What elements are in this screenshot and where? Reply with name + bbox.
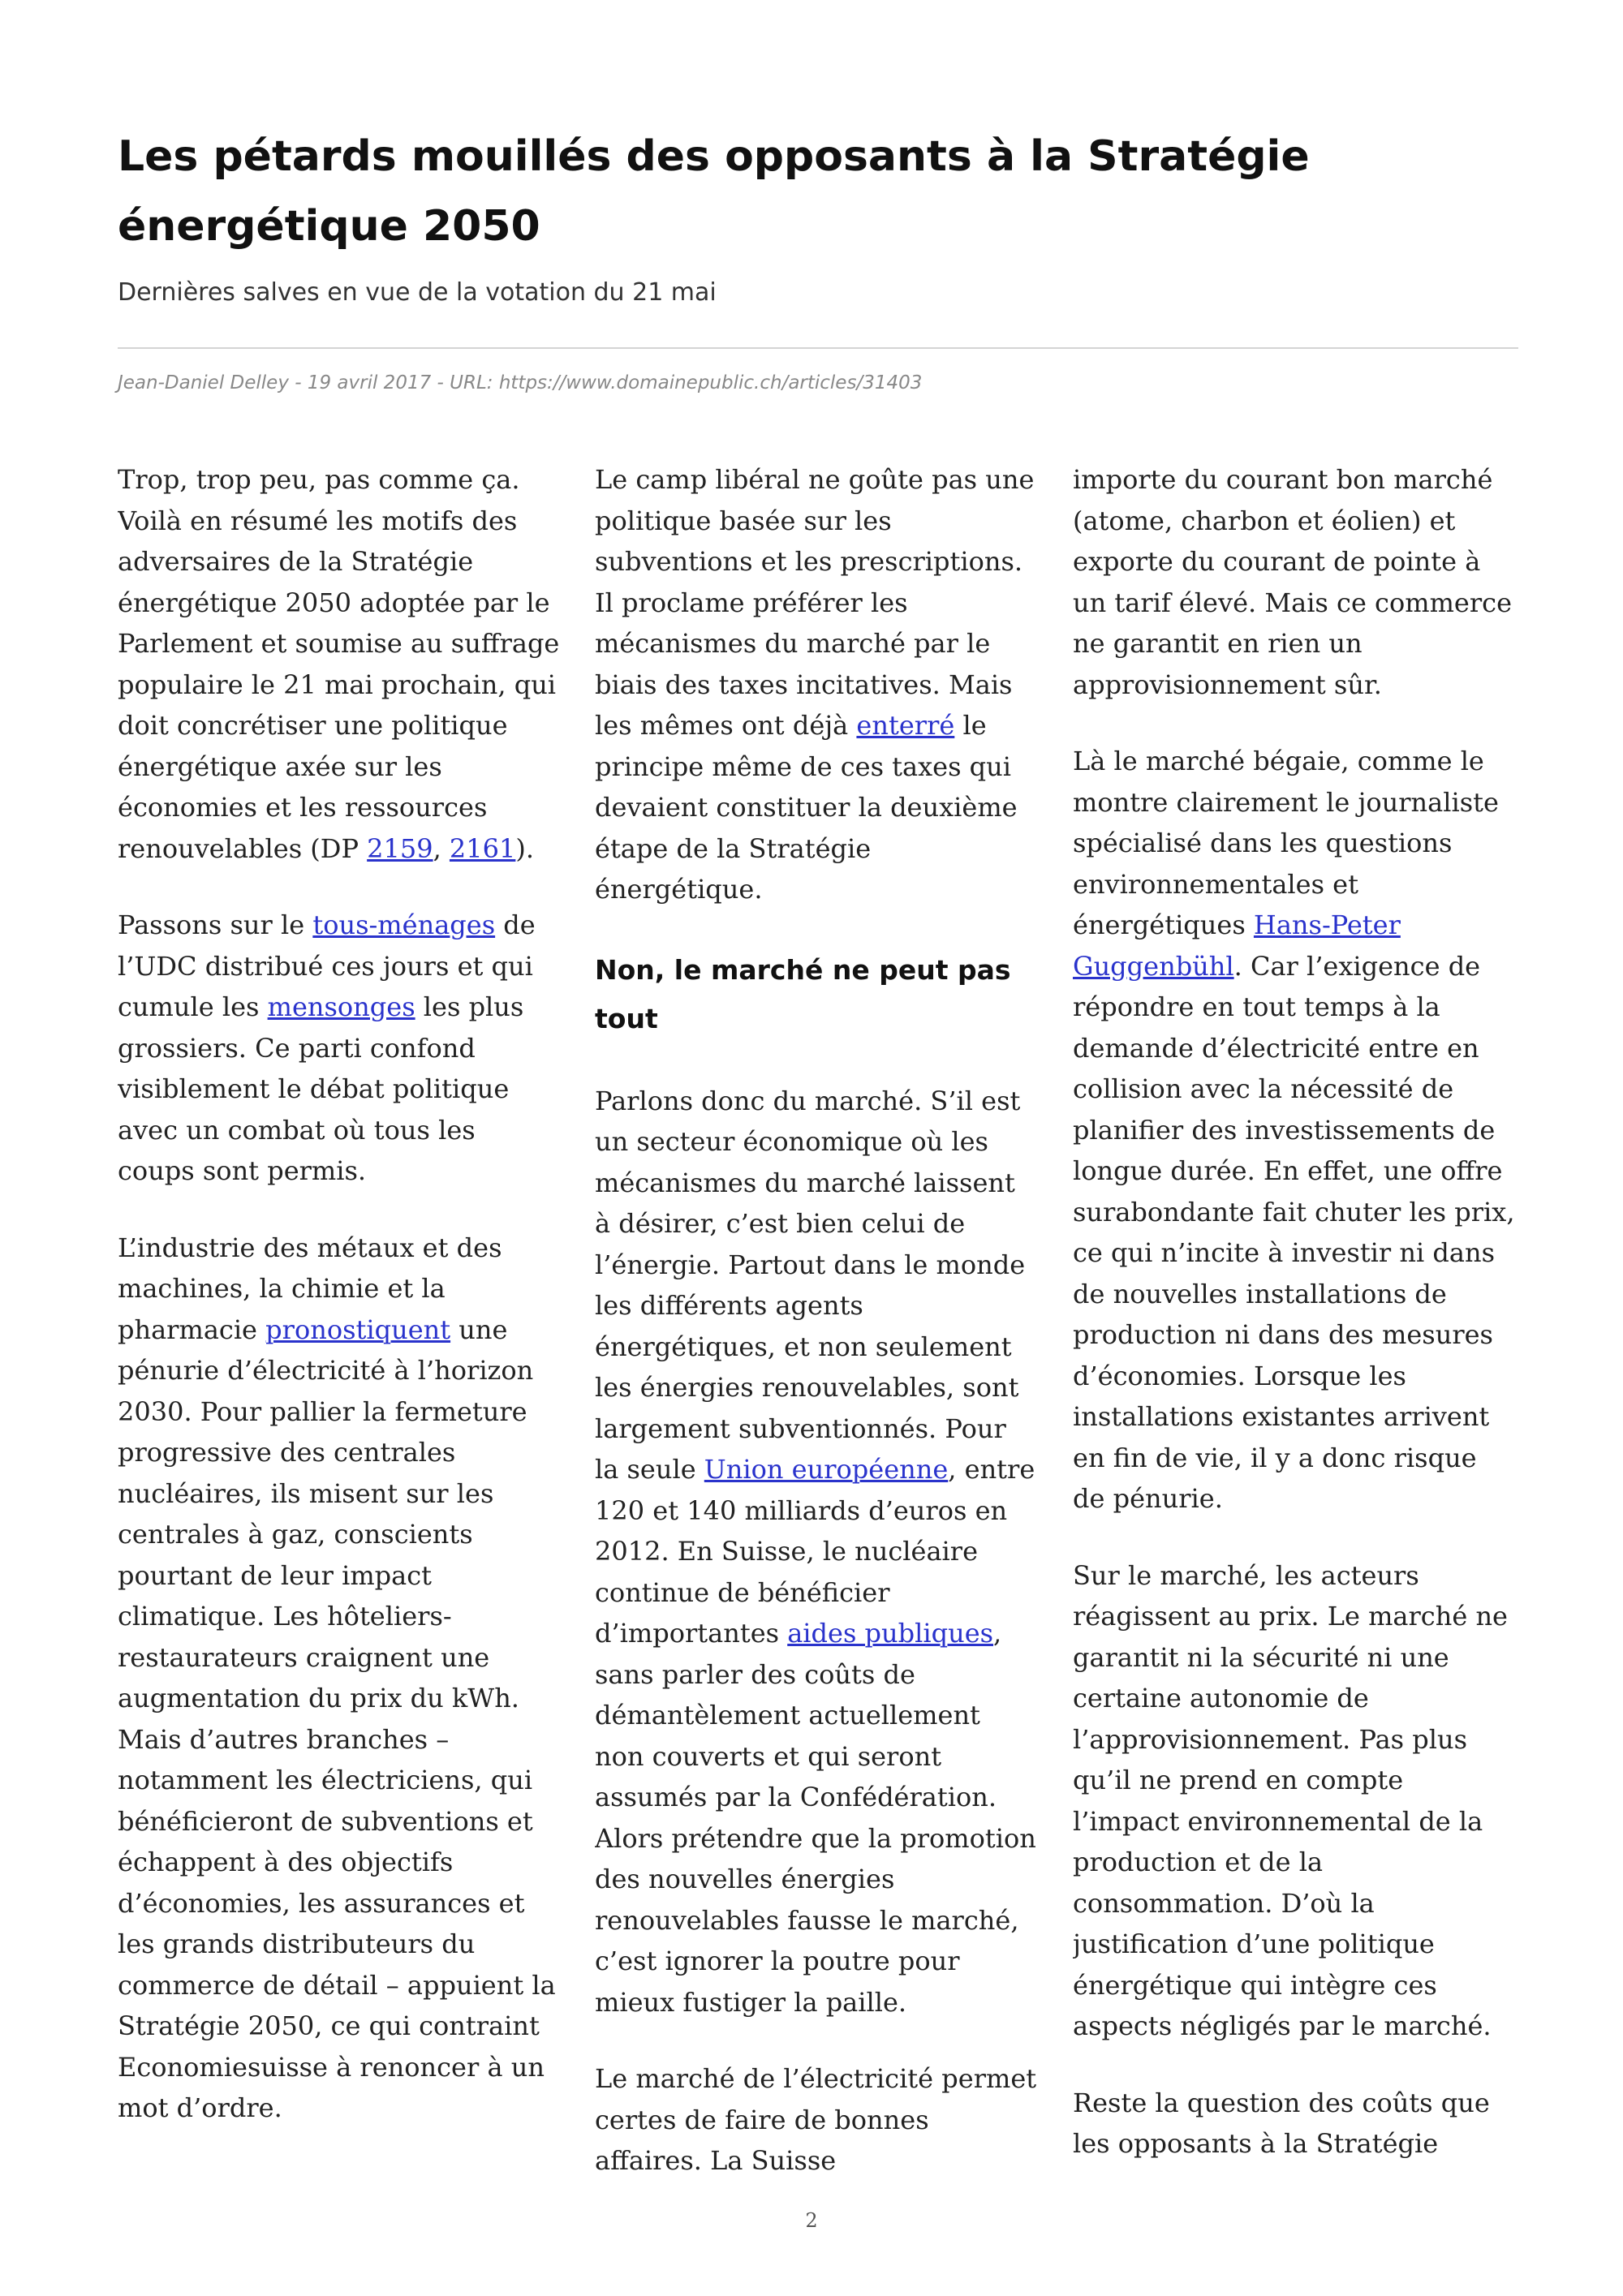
paragraph [118, 1228, 560, 2129]
text-column-2 [595, 459, 1037, 2195]
paragraph: Reste la question des coûts que les opposants à la Stratégie [1073, 2087, 1490, 2159]
paragraph [118, 459, 560, 869]
link-hans-peter-guggenbuhl[interactable]: Hans-Peter Guggenbühl [1073, 909, 1401, 982]
text-column-1 [118, 459, 560, 2195]
paragraph-text: Parlons donc du marché. S’il est un secteur économique où les mécanismes du marché laissent à désirer, c’est bien celui de l’énergie. Partout dans le monde les différents agents énergétiques, et non seulement les énergies renouvelables, sont largement subventionnés. Pour la seule [595, 1085, 1026, 1485]
link-enterre[interactable]: enterré [856, 710, 955, 741]
link-mensonges[interactable]: mensonges [267, 991, 415, 1022]
paragraph [1073, 741, 1515, 1520]
link-dp-2159[interactable]: 2159 [367, 832, 433, 864]
article-subtitle: Dernières salves en vue de la votation du 21 mai [118, 278, 717, 307]
paragraph: Le marché de l’électricité permet certes de faire de bonnes affaires. La Suisse [595, 2063, 1037, 2176]
paragraph [118, 905, 560, 1192]
paragraph-text: Le camp libéral ne goûte pas une politique basée sur les subventions et les prescriptions. Il proclame préférer les mécanismes du marché par le biais des taxes incitatives. Mais les mêmes ont déjà [595, 464, 1035, 741]
paragraph: importe du courant bon marché (atome, charbon et éolien) et exporte du courant de pointe à un tarif élevé. Mais ce commerce ne garantit en rien un approvisionnement sûr. [1073, 464, 1513, 700]
article-byline: Jean-Daniel Delley - 19 avril 2017 - URL: https://www.domainepublic.ch/articles/31403 [118, 372, 923, 393]
paragraph-text: . Car l’exigence de répondre en tout temps à la demande d’électricité entre en collision avec la nécessité de planifier des investissements de longue durée. En effet, une offre surabondante fait chuter les prix, ce qui n’incite à investir ni dans de nouvelles installations de production ni dans des mesures d’économies. Lorsque les installations existantes arrivent en fin de vie, il y a donc risque de pénurie. [1073, 950, 1515, 1514]
link-dp-2161[interactable]: 2161 [449, 832, 516, 864]
paragraph-text: les plus grossiers. Ce parti confond visiblement le débat politique avec un combat où tous les coups sont permis. [118, 991, 524, 1186]
paragraph-text: , [433, 832, 450, 864]
page-number: 2 [805, 2209, 818, 2232]
paragraph-text: Là le marché bégaie, comme le montre clairement le journaliste spécialisé dans les questions environnementales et énergétiques [1073, 746, 1499, 940]
paragraph-text: , sans parler des coûts de démantèlement actuellement non couverts et qui seront assumés par la Confédération. Alors prétendre que la promotion des nouvelles énergies renouvelables fausse le marché, c’est ignorer la poutre pour mieux fustiger la paille. [595, 1618, 1036, 2018]
paragraph-text: Trop, trop peu, pas comme ça. Voilà en résumé les motifs des adversaires de la Stratégie énergétique 2050 adoptée par le Parlement et soumise au suffrage populaire le 21 mai prochain, qui doit concrétiser une politique énergétique axée sur les économies et les ressources renouvelables (DP [118, 464, 560, 864]
paragraph [595, 1081, 1037, 2023]
paragraph: Sur le marché, les acteurs réagissent au prix. Le marché ne garantit ni la sécurité ni une certaine autonomie de l’approvisionnement. Pas plus qu’il ne prend en compte l’impact environnemental de la production et de la consommation. D’où la justification d’une politique énergétique qui intègre ces aspects négligés par le marché. [1073, 1559, 1508, 2041]
paragraph-text: , entre 120 et 140 milliards d’euros en 2012. En Suisse, le nucléaire continue de bénéficier d’importantes [595, 1454, 1035, 1649]
link-aides-publiques[interactable]: aides publiques [787, 1618, 994, 1649]
link-pronostiquent[interactable]: pronostiquent [265, 1314, 451, 1345]
section-heading: Non, le marché ne peut pas tout [595, 953, 1011, 1034]
link-union-europeenne[interactable]: Union européenne [704, 1454, 949, 1485]
link-tous-menages[interactable]: tous-ménages [312, 909, 496, 940]
paragraph-text: Passons sur le [118, 909, 313, 940]
text-column-3 [1073, 459, 1515, 2195]
paragraph-text: ). [515, 832, 535, 864]
paragraph [595, 459, 1037, 910]
paragraph-text: le principe même de ces taxes qui devaient constituer la deuxième étape de la Stratégie énergétique. [595, 710, 1018, 905]
header-divider [118, 347, 1518, 349]
paragraph-text: L’industrie des métaux et des machines, la chimie et la pharmacie [118, 1232, 502, 1345]
paragraph-text: de l’UDC distribué ces jours et qui cumule les [118, 909, 536, 1022]
article-title: Les pétards mouillés des opposants à la Stratégie énergétique 2050 [118, 132, 1310, 251]
paragraph-text: une pénurie d’électricité à l’horizon 2030. Pour pallier la fermeture progressive des centrales nucléaires, ils misent sur les centrales à gaz, conscients pourtant de leur impact climatique. Les hôteliers-restaurateurs craignent une augmentation du prix du kWh. Mais d’autres branches – notamment les électriciens, qui bénéficieront de subventions et échappent à des objectifs d’économies, les assurances et les grands distributeurs du commerce de détail – appuient la Stratégie 2050, ce qui contraint Economiesuisse à renoncer à un mot d’ordre. [118, 1314, 556, 2123]
